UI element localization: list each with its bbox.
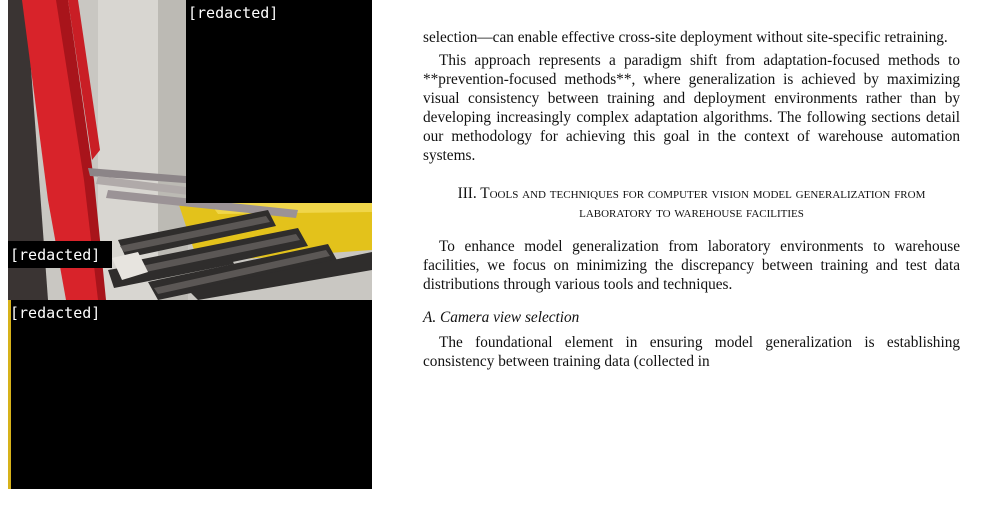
paragraph-enhance-generalization: To enhance model generalization from laboratory environments to warehouse facilities, we focus on minimizing the discrepancy between training and test data distributions through various tools and techniques. xyxy=(423,238,960,293)
redaction-label-top: [redacted] xyxy=(188,4,279,22)
paragraph-paradigm-shift: This approach represents a paradigm shift from adaptation-focused methods to **prevention-focused methods**, where generalization is achieved by maximizing visual consistency between training and deployment environments rather than by developing increasingly complex adaptation algorithms. The following sections detail our methodology for achieving this goal in the context of warehouse automation systems. xyxy=(423,52,960,164)
paragraph-foundational-element: The foundational element in ensuring model generalization is establishing consistency between training data (collected in xyxy=(423,334,960,370)
redaction-box-top xyxy=(186,0,372,203)
redaction-label-bottom: [redacted] xyxy=(10,304,101,322)
yellow-strip xyxy=(8,300,11,489)
section-heading: III. Tools and techniques for computer vision model generalization from laboratory to warehouse facilities xyxy=(457,185,926,221)
text-column xyxy=(423,0,960,371)
subsection-heading: A. Camera view selection xyxy=(423,309,580,326)
redaction-box-bottom xyxy=(8,300,372,489)
redaction-label-middle: [redacted] xyxy=(10,246,101,264)
paragraph-top-partial: selection—can enable effective cross-site deployment without site-specific retraining. xyxy=(423,29,948,46)
figure-image xyxy=(8,0,372,489)
